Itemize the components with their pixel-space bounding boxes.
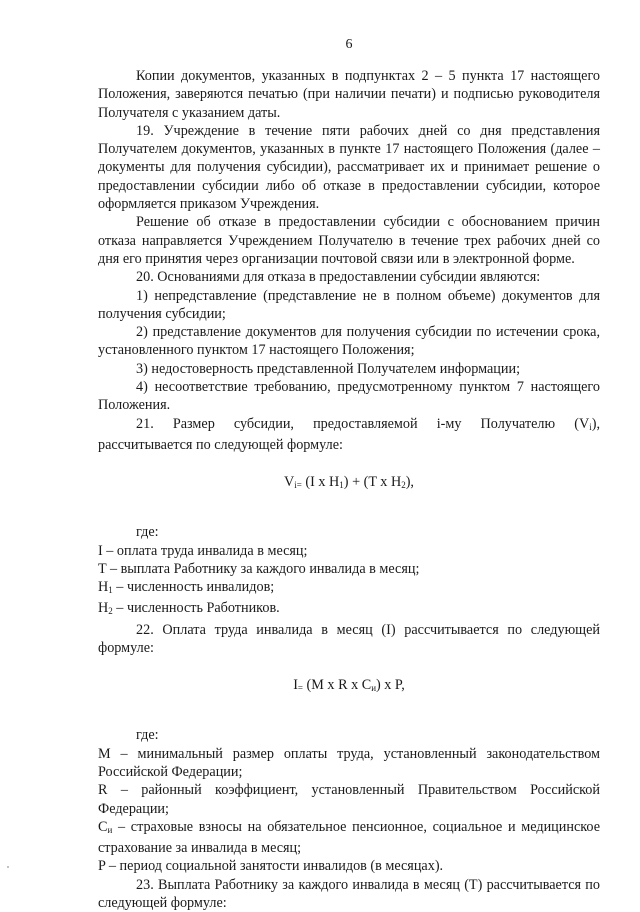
formula-1-part2: ) + (T x H bbox=[343, 474, 402, 491]
formula-1-lhs-sub: i bbox=[294, 480, 297, 491]
scan-speck bbox=[7, 866, 9, 868]
paragraph-21-tail: ), рассчитывается по следующей формуле: bbox=[98, 415, 600, 453]
formula-2-eq: = bbox=[297, 683, 303, 694]
definition-M: M – минимальный размер оплаты труда, установленный законодательством Российской Федерации; bbox=[98, 745, 600, 780]
paragraph-23: 23. Выплата Работнику за каждого инвалида в месяц (T) рассчитывается по следующей формуле: bbox=[98, 876, 600, 911]
paragraph-20-item-3: 3) недостоверность представленной Получателем информации; bbox=[136, 360, 521, 377]
definition-T: T – выплата Работнику за каждого инвалида в месяц; bbox=[98, 560, 420, 577]
definition-Ci-text: – страховые взносы на обязательное пенсионное, социальное и медицинское страхование за инвалида в месяц; bbox=[98, 818, 600, 857]
definition-P: P – период социальной занятости инвалидов (в месяцах). bbox=[98, 858, 444, 875]
paragraph-21-sub: i bbox=[589, 421, 592, 432]
paragraph-22: 22. Оплата труда инвалида в месяц (I) рассчитывается по следующей формуле: bbox=[98, 621, 600, 657]
where-label-2: где: bbox=[136, 727, 159, 744]
formula-1-part2-sub: 2 bbox=[401, 480, 406, 491]
formula-1-eq: = bbox=[296, 480, 302, 491]
formula-2-part1-sub: и bbox=[371, 683, 377, 694]
definition-Ci-sub: и bbox=[107, 824, 113, 835]
definition-I: I – оплата труда инвалида в месяц; bbox=[98, 542, 308, 559]
formula-2-part2: ) x P, bbox=[376, 677, 405, 694]
definition-H2-sub: 2 bbox=[108, 606, 113, 617]
definition-H2 bbox=[98, 599, 600, 620]
formula-1-part1-sub: 1 bbox=[339, 480, 344, 491]
paragraph-refusal-decision: Решение об отказе в предоставлении субсидии с обоснованием причин отказа направляется Учреждением Получателю в течение трех рабочих дней со дня его принятия через организации почтовой связи или в электронной форме. bbox=[98, 214, 600, 267]
paragraph-20: 20. Основаниями для отказа в предоставлении субсидии являются: bbox=[136, 269, 541, 286]
definition-H1-text: – численность инвалидов; bbox=[112, 579, 275, 596]
paragraph-20-item-4: 4) несоответствие требованию, предусмотренному пунктом 7 настоящего Положения. bbox=[98, 379, 600, 414]
page-number: 6 bbox=[345, 37, 353, 52]
definition-H1-sub: 1 bbox=[108, 585, 113, 596]
paragraph-copies: Копии документов, указанных в подпунктах 2 – 5 пункта 17 настоящего Положения, заверяются печатью (при наличии печати) и подписью руководителя Получателя с указанием даты. bbox=[98, 68, 600, 121]
definition-R: R – районный коэффициент, установленный Правительством Российской Федерации; bbox=[98, 782, 600, 817]
definition-H2-symbol: H bbox=[98, 600, 109, 617]
where-label-1: где: bbox=[136, 524, 159, 541]
paragraph-20-item-2: 2) представление документов для получения субсидии по истечении срока, установленного пунктом 17 настоящего Положения; bbox=[98, 324, 600, 359]
definition-H1-symbol: H bbox=[98, 579, 109, 596]
definition-Ci bbox=[98, 818, 600, 858]
definition-H1 bbox=[98, 578, 600, 599]
formula-2-lhs: I bbox=[293, 677, 298, 694]
document-body bbox=[98, 67, 600, 912]
definition-H2-text: – численность Работников. bbox=[112, 600, 280, 617]
formula-subsidy bbox=[98, 472, 600, 495]
paragraph-21 bbox=[98, 415, 600, 455]
paragraph-20-item-1: 1) непредставление (представление не в полном объеме) документов для получения субсидии; bbox=[98, 287, 600, 322]
formula-wage bbox=[98, 675, 600, 698]
paragraph-21-text: 21. Размер субсидии, предоставляемой i-му Получателю (V bbox=[136, 415, 590, 432]
definition-Ci-symbol: C bbox=[98, 818, 108, 835]
formula-1-part1: (I x H bbox=[301, 474, 340, 491]
formula-1-part3: ), bbox=[405, 474, 414, 491]
formula-2-part1: (M x R x C bbox=[303, 677, 372, 694]
formula-1-lhs: V bbox=[284, 474, 295, 491]
paragraph-19: 19. Учреждение в течение пяти рабочих дней со дня представления Получателем документов, указанных в пункте 17 настоящего Положения (далее – документы для получения субсидии), рассматривает их и принимает решение о предоставлении субсидии либо об отказе в предоставлении субсидии, которое оформляется приказом Учреждения. bbox=[98, 122, 600, 213]
